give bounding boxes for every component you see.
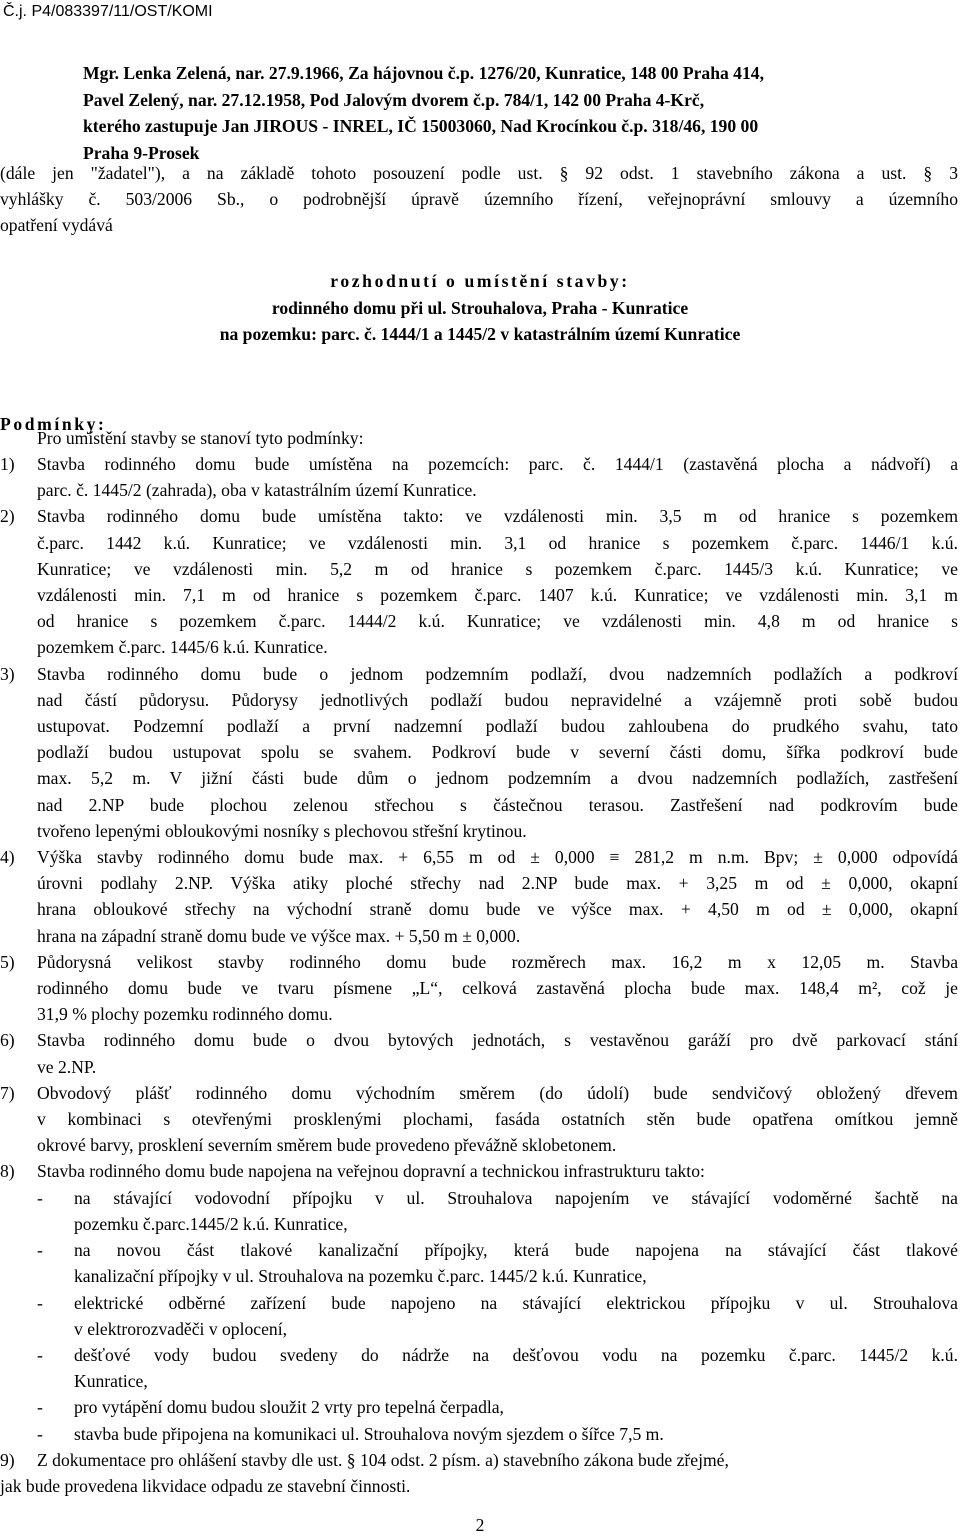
condition-line: ustupovat. Podzemní podlaží a první nadzemní podlaží budou zahloubena do prudkého svahu, tato [37, 716, 958, 737]
condition-item [0, 503, 958, 660]
condition-number: 8) [0, 1161, 15, 1182]
subitem-line: Kunratice, [74, 1371, 148, 1392]
conditions-intro: Pro umístění stavby se stanoví tyto podmínky: [37, 428, 364, 448]
subitem-line: dešťové vody budou svedeny do nádrže na dešťovou vodu na pozemku č.parc. 1445/2 k.ú. [74, 1344, 958, 1365]
condition-item [0, 1027, 958, 1079]
condition-line: Z dokumentace pro ohlášení stavby dle ust. § 104 odst. 2 písm. a) stavebního zákona bude zřejmé, [37, 1449, 729, 1470]
condition-text [37, 661, 958, 844]
subitem-text [74, 1290, 958, 1342]
party-line: kterého zastupuje Jan JIROUS - INREL, IČ 15003060, Nad Krocínkou č.p. 318/46, 190 00 [83, 116, 759, 136]
condition-line: rodinného domu bude ve tvaru písmene „L“, celková zastavěná plocha bude max. 148,4 m², což je [37, 978, 958, 999]
subitem-text [74, 1342, 958, 1394]
lead-line: opatření vydává [0, 215, 113, 236]
condition-number: 7) [0, 1082, 15, 1103]
reference-number: Č.j. P4/083397/11/OST/KOMI [3, 3, 213, 20]
bullet-dash: - [37, 1292, 43, 1313]
subitem-line: kanalizační přípojky v ul. Strouhalova na pozemku č.parc. 1445/2 k.ú. Kunratice, [74, 1266, 647, 1287]
condition-number: 6) [0, 1030, 15, 1051]
condition-line: nad částí půdorysu. Půdorysy jednotlivých podlaží budou nepravidelné a vzájemně proti sobě budou [37, 689, 958, 710]
condition-item [0, 1158, 958, 1184]
condition-line: pozemkem č.parc. 1445/6 k.ú. Kunratice. [37, 637, 328, 658]
bullet-dash: - [37, 1397, 43, 1418]
subitem-text [74, 1394, 958, 1420]
condition-subitem [37, 1394, 958, 1420]
page-number: 2 [475, 1515, 485, 1535]
condition-number: 4) [0, 847, 15, 868]
party-line: Praha 9-Prosek [83, 142, 200, 163]
condition-line: Stavba rodinného domu bude o dvou bytových jednotách, s vestavěnou garáží pro dvě parkovací stání [37, 1030, 958, 1051]
condition-line: č.parc. 1442 k.ú. Kunratice; ve vzdálenosti min. 3,1 od hranice s pozemkem č.parc. 1446/1 k.ú. [37, 532, 958, 553]
condition-text [37, 503, 958, 660]
lead-line: (dále jen "žadatel"), a na základě tohoto posouzení podle ust. § 92 odst. 1 stavebního zákona a ust. § 3 [0, 163, 958, 183]
decision-line-1: rodinného domu při ul. Strouhalova, Praha - Kunratice [271, 297, 689, 318]
subitem-line: v elektrorozvaděči v oplocení, [74, 1318, 287, 1339]
condition-line: nad 2.NP bude plochou zelenou střechou s částečnou terasou. Zastřešení nad podkrovím bude [37, 794, 958, 815]
subitem-line: pro vytápění domu budou sloužit 2 vrty pro tepelná čerpadla, [74, 1397, 504, 1418]
bullet-dash: - [37, 1423, 43, 1444]
lead-line: vyhlášky č. 503/2006 Sb., o podrobnější úpravě územního řízení, veřejnoprávní smlouvy a územního [0, 189, 958, 210]
condition-line: okrové barvy, prosklení severním směrem bude provedeno převážně sklobetonem. [37, 1135, 617, 1156]
party-line: Pavel Zelený, nar. 27.12.1958, Pod Jalovým dvorem č.p. 784/1, 142 00 Praha 4-Krč, [83, 89, 705, 110]
party-line: Mgr. Lenka Zelená, nar. 27.9.1966, Za hájovnou č.p. 1276/20, Kunratice, 148 00 Praha 414, [83, 63, 764, 83]
condition-item [0, 451, 958, 503]
bullet-dash: - [37, 1344, 43, 1365]
condition-item [0, 844, 958, 949]
condition-item [0, 1080, 958, 1159]
condition-line: Stavba rodinného domu bude umístěna na pozemcích: parc. č. 1444/1 (zastavěná plocha a nádvoří) a [37, 454, 958, 474]
subitem-line: na novou část tlakové kanalizační přípojky, která bude napojena na stávající část tlakové [74, 1240, 958, 1261]
condition-text [37, 1447, 958, 1473]
condition-line: Stavba rodinného domu bude umístěna takto: ve vzdálenosti min. 3,5 m od hranice s pozemkem [37, 506, 958, 527]
decision-heading: rozhodnutí o umístění stavby: [330, 271, 630, 291]
condition-text [37, 1027, 958, 1079]
condition-line: Stavba rodinného domu bude napojena na veřejnou dopravní a technickou infrastrukturu takto: [37, 1161, 705, 1182]
condition-number: 9) [0, 1449, 15, 1470]
condition-line: Stavba rodinného domu bude o jednom podzemním podlaží, dvou nadzemních podlažích a podkroví [37, 663, 958, 684]
condition-line: tvořeno lepenými obloukovými nosníky s plechovou střešní krytinou. [37, 820, 527, 841]
condition-number: 3) [0, 663, 15, 684]
condition-line: vzdálenosti min. 7,1 m od hranice s pozemkem č.parc. 1407 k.ú. Kunratice; ve vzdálenosti min. 3,1 m [37, 585, 958, 606]
condition-subitem [37, 1290, 958, 1342]
condition-line: hrana obloukové střechy na východní straně domu bude ve výšce max. + 4,50 m od ± 0,000, okapní [37, 899, 958, 920]
condition-subitem [37, 1421, 958, 1447]
condition-tail: jak bude provedena likvidace odpadu ze stavební činnosti. [0, 1475, 411, 1496]
condition-number: 1) [0, 454, 15, 474]
parties-block [83, 60, 943, 166]
condition-number: 2) [0, 506, 15, 527]
condition-line: Výška stavby rodinného domu bude max. + 6,55 m od ± 0,000 ≡ 281,2 m n.m. Bpv; ± 0,000 odpovídá [37, 847, 958, 868]
condition-line: Obvodový plášť rodinného domu východním směrem (do údolí) bude sendvičový obložený dřevem [37, 1082, 958, 1103]
condition-line: Kunratice; ve vzdálenosti min. 5,2 m od hranice s pozemkem č.parc. 1445/3 k.ú. Kunratice; ve [37, 558, 958, 579]
decision-block [0, 268, 960, 348]
condition-subitem [37, 1237, 958, 1289]
subitem-line: pozemku č.parc.1445/2 k.ú. Kunratice, [74, 1213, 348, 1234]
condition-number: 5) [0, 951, 15, 972]
condition-line: max. 5,2 m. V jižní části bude dům o jednom podzemním a dvou nadzemních podlažích, zastřešení [37, 768, 958, 789]
condition-item [0, 1447, 958, 1473]
condition-line: v kombinaci s otevřenými prosklenými plochami, fasáda ostatních stěn bude opatřena omítkou jemně [37, 1109, 958, 1130]
subitem-text [74, 1185, 958, 1237]
condition-text [37, 949, 958, 1028]
condition-line: 31,9 % plochy pozemku rodinného domu. [37, 1004, 333, 1025]
condition-text [37, 1158, 958, 1184]
condition-line: podlaží budou ustupovat spolu se svahem. Podkroví bude v severní části domu, šířka podkroví bude [37, 742, 958, 763]
subitem-line: elektrické odběrné zařízení bude napojeno na stávající elektrickou přípojku v ul. Strouhalova [74, 1292, 958, 1313]
subitem-text [74, 1421, 958, 1447]
condition-line: od hranice s pozemkem č.parc. 1444/2 k.ú. Kunratice; ve vzdálenosti min. 4,8 m od hranice s [37, 611, 958, 632]
conditions-list [0, 451, 958, 1499]
condition-subitem [37, 1185, 958, 1237]
condition-text [37, 451, 958, 503]
condition-line: Půdorysná velikost stavby rodinného domu bude rozměrech max. 16,2 m x 12,05 m. Stavba [37, 951, 958, 972]
condition-line: hrana na západní straně domu bude ve výšce max. + 5,50 m ± 0,000. [37, 925, 521, 946]
conditions-title: Podmínky: [0, 414, 107, 434]
bullet-dash: - [37, 1187, 43, 1208]
lead-paragraph [0, 160, 958, 239]
condition-item [0, 661, 958, 844]
subitem-line: stavba bude připojena na komunikaci ul. Strouhalova novým sjezdem o šířce 7,5 m. [74, 1423, 664, 1444]
subitem-text [74, 1237, 958, 1289]
condition-text [37, 844, 958, 949]
subitem-line: na stávající vodovodní přípojku v ul. Strouhalova napojením ve stávající vodoměrné šachtě na [74, 1187, 958, 1208]
condition-subitem [37, 1342, 958, 1394]
condition-item [0, 949, 958, 1028]
condition-text [37, 1080, 958, 1159]
condition-line: ve 2.NP. [37, 1056, 97, 1077]
bullet-dash: - [37, 1240, 43, 1261]
condition-line: parc. č. 1445/2 (zahrada), oba v katastrálním území Kunratice. [37, 480, 477, 501]
decision-line-2: na pozemku: parc. č. 1444/1 a 1445/2 v katastrálním území Kunratice [219, 324, 741, 344]
condition-line: úrovni podlahy 2.NP. Výška atiky ploché střechy nad 2.NP bude max. + 3,25 m od ± 0,000, okapní [37, 873, 958, 894]
